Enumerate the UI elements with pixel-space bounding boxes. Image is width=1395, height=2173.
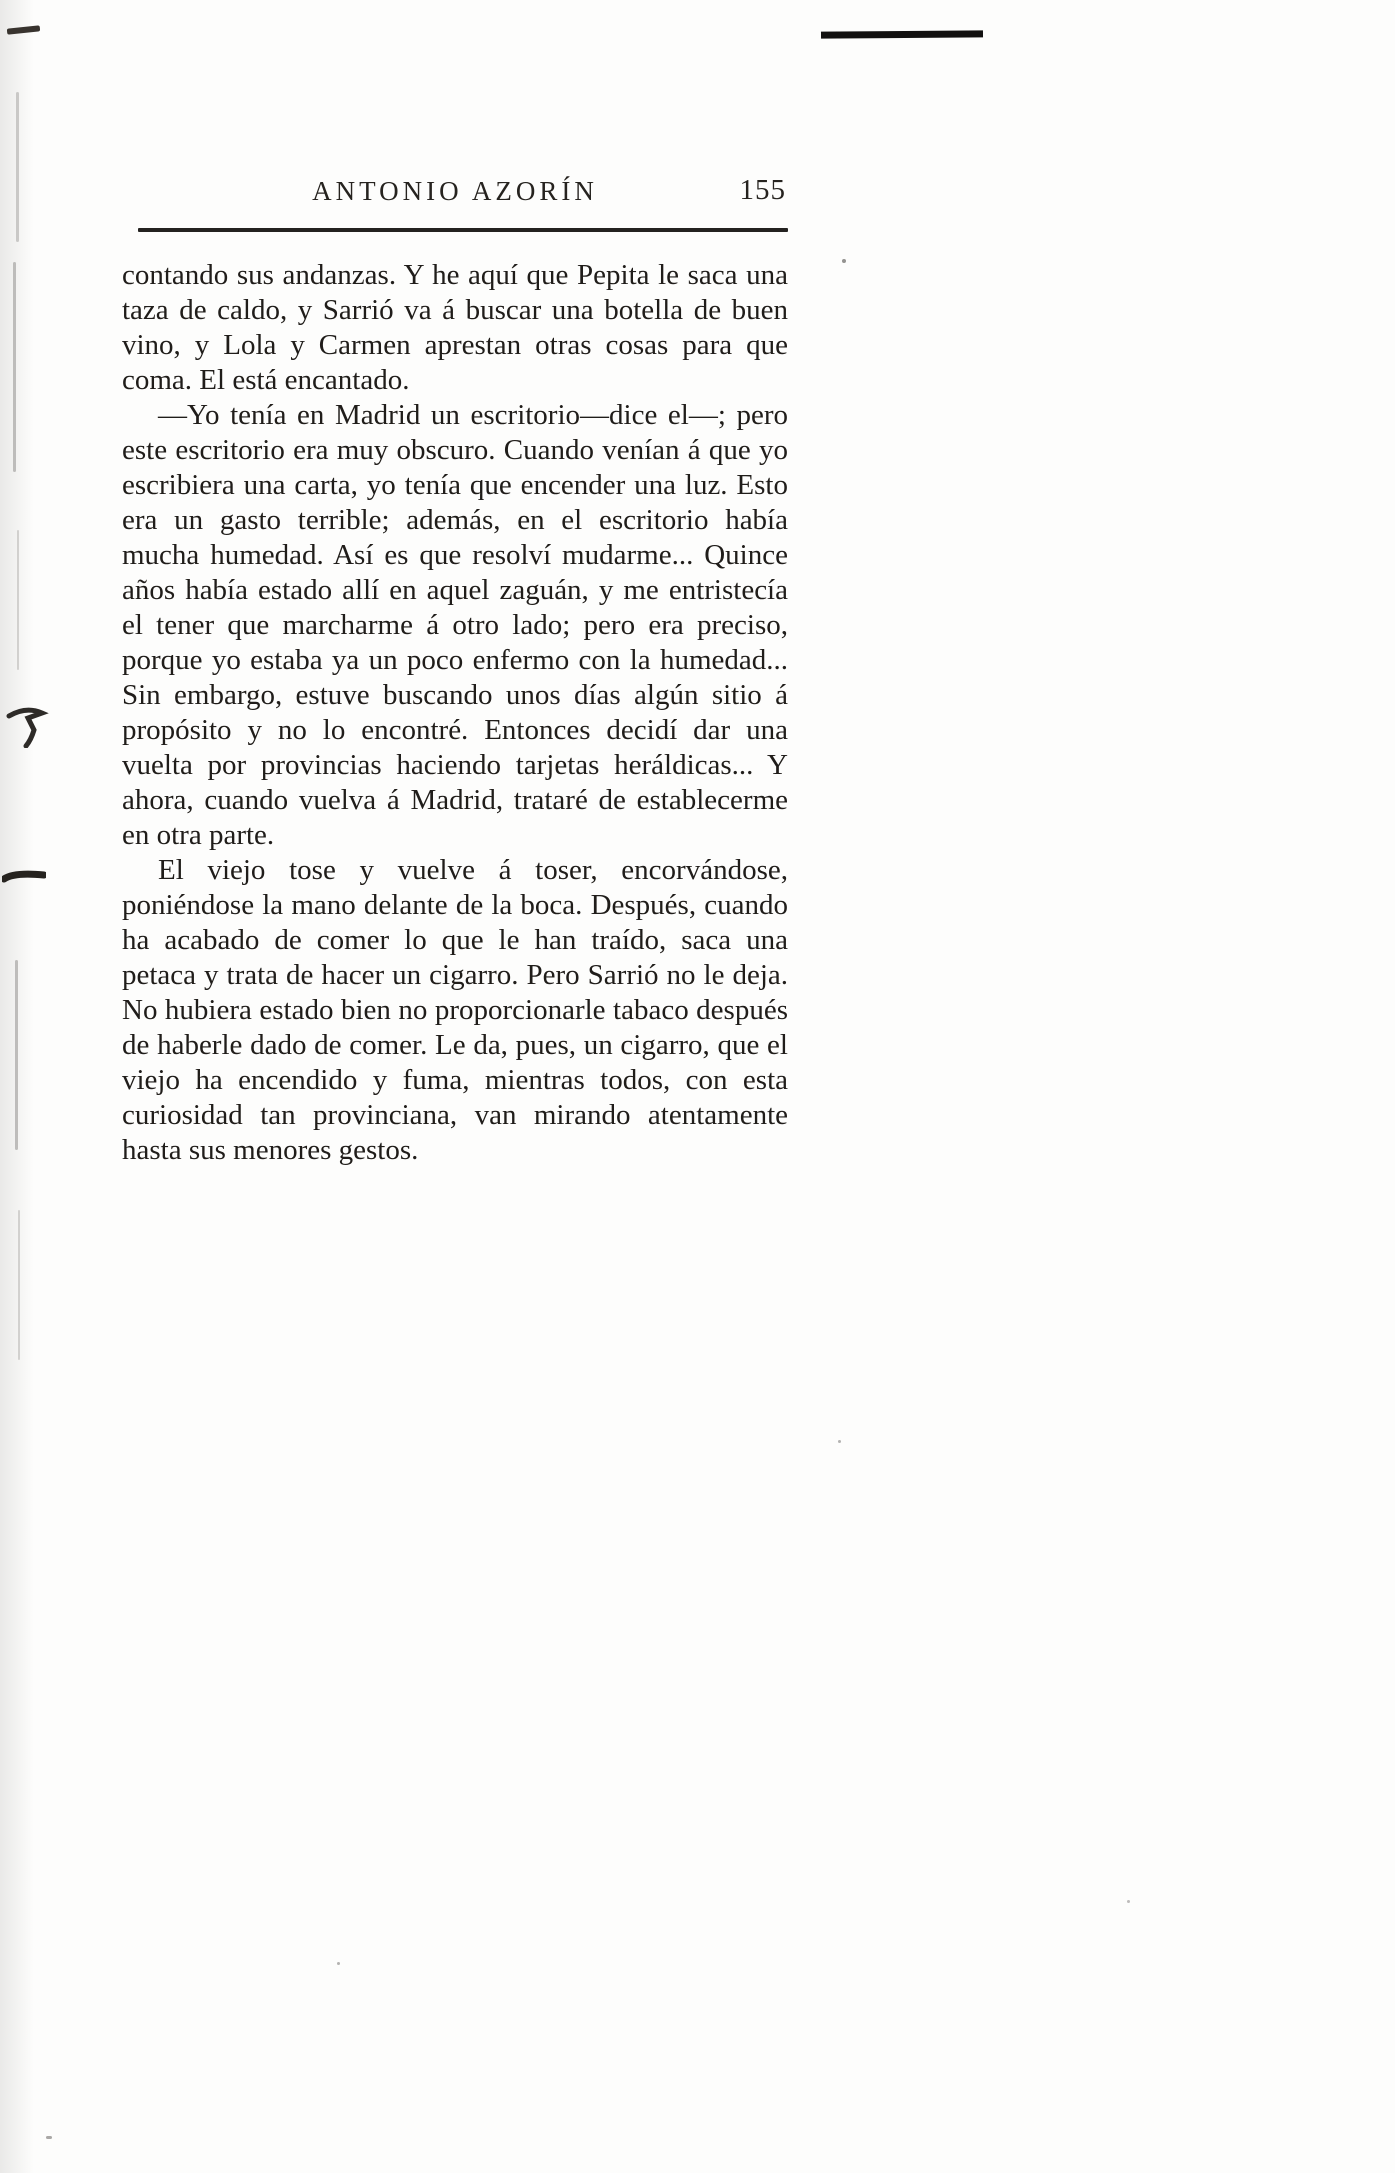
margin-pen-mark <box>2 866 46 888</box>
scan-speck <box>838 1440 841 1443</box>
margin-pen-mark <box>6 700 50 748</box>
paragraph: contando sus andanzas. Y he aquí que Pepita le saca una taza de caldo, y Sarrió va á buscar una botella de buen vino, y Lola y Carmen aprestan otras cosas para que coma. El está encantado. <box>122 259 788 396</box>
scan-speck <box>1127 1900 1130 1903</box>
scan-artifact-bar <box>821 30 983 38</box>
scan-speck <box>46 2136 52 2139</box>
paragraph: —Yo tenía en Madrid un escritorio—dice el—; pero este escritorio era muy obscuro. Cuando venían á que yo escribiera una carta, yo tenía que encender una luz. Esto era un gasto terrible; además, en el escritorio había mucha humedad. Así es que resolví mudarme... Quince años había estado allí en aquel zaguán, y me entristecía el tener que marcharme á otro lado; pero era preciso, porque yo estaba ya un poco enfermo con la humedad... Sin embargo, estuve buscando unos días algún sitio á propósito y no lo encontré. Entonces decidí dar una vuelta por provincias haciendo tarjetas heráldicas... Y ahora, cuando vuelva á Madrid, trataré de establecerme en otra parte. <box>122 399 788 851</box>
running-title: ANTONIO AZORÍN <box>312 176 598 206</box>
scan-speck <box>842 259 846 263</box>
scan-edge-mark <box>18 1210 20 1360</box>
page-header <box>122 176 788 214</box>
body-text <box>122 258 788 1168</box>
header-rule <box>138 228 788 232</box>
scan-edge-mark <box>16 92 19 242</box>
scan-artifact-dash <box>7 25 40 34</box>
scan-edge-mark <box>17 530 19 670</box>
scan-edge-mark <box>15 960 18 1150</box>
page-content <box>122 176 788 1168</box>
scan-edge-mark <box>13 262 16 472</box>
paragraph: El viejo tose y vuelve á toser, encorvándose, poniéndose la mano delante de la boca. Después, cuando ha acabado de comer lo que le han traído, saca una petaca y trata de hacer un cigarro. Pero Sarrió no le deja. No hubiera estado bien no proporcionarle tabaco después de haberle dado de comer. Le da, pues, un cigarro, que el viejo ha encendido y fuma, mientras todos, con esta curiosidad tan provinciana, van mirando atentamente hasta sus menores gestos. <box>122 854 788 1166</box>
page-number: 155 <box>739 174 786 206</box>
scan-speck <box>337 1962 340 1965</box>
